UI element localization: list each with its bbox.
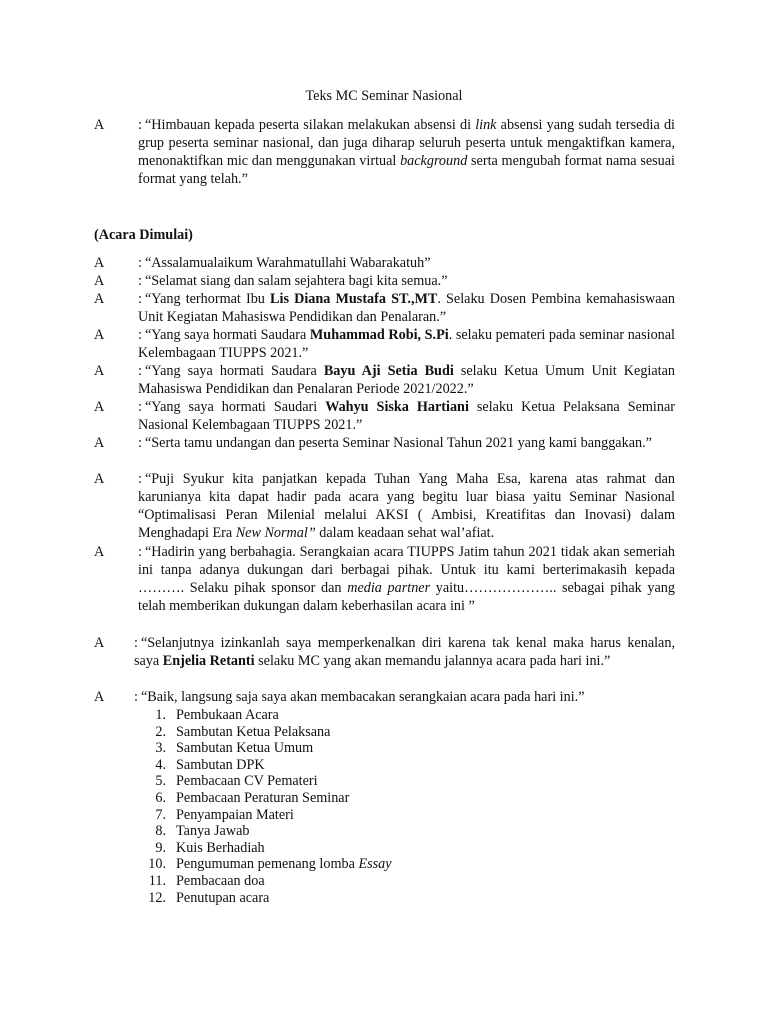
dialog-line xyxy=(94,254,675,272)
dialog-text xyxy=(138,543,675,615)
agenda-number: 1. xyxy=(155,707,166,723)
agenda-item xyxy=(136,856,392,873)
speaker-label: A xyxy=(94,327,105,343)
colon-separator: : xyxy=(138,435,142,451)
speaker-label: A xyxy=(94,544,105,560)
dialog-line xyxy=(94,398,675,434)
colon-separator: : xyxy=(138,327,142,343)
agenda-item xyxy=(136,873,392,890)
dialog-text xyxy=(138,362,675,398)
speaker-label: A xyxy=(94,689,105,705)
text-run: Penyampaian Materi xyxy=(176,806,294,823)
text-run: dalam keadaan sehat wal’afiat. xyxy=(315,525,495,541)
speaker-label: A xyxy=(94,363,105,379)
text-run: absensi yang sudah tersedia di grup peserta seminar nasional, dan juga diharap seluruh peserta untuk mengaktifkan kamera, menonaktifkan mic dan menggunakan virtual xyxy=(138,117,675,169)
dialog-text xyxy=(134,634,675,670)
dialog-line xyxy=(94,290,675,326)
text-run: Kuis Berhadiah xyxy=(176,839,265,856)
colon-separator: : xyxy=(138,471,142,487)
text-run: “Baik, langsung saja saya akan membacakan serangkaian acara pada hari ini.” xyxy=(140,689,585,705)
speaker-label: A xyxy=(94,635,105,651)
dialog-text xyxy=(138,398,675,434)
speaker-label: A xyxy=(94,291,105,307)
text-run: “Selanjutnya izinkanlah saya memperkenalkan diri karena tak kenal maka harus kenalan, saya xyxy=(134,635,675,669)
speaker-label: A xyxy=(94,273,105,289)
text-run: Sambutan Ketua Umum xyxy=(176,740,314,757)
text-run: selaku MC yang akan memandu jalannya acara pada hari ini.” xyxy=(254,653,611,669)
agenda-item xyxy=(136,740,392,757)
colon-separator: : xyxy=(134,635,138,651)
text-run: Penutupan acara xyxy=(176,889,270,906)
agenda-number: 2. xyxy=(155,723,166,740)
text-run: “Yang terhormat Ibu xyxy=(144,291,271,307)
text-run: “Assalamualaikum Warahmatullahi Wabarakatuh” xyxy=(144,255,431,271)
text-run: yaitu……………….. sebagai pihak yang telah memberikan dukungan dalam keberhasilan acara ini ” xyxy=(138,580,675,614)
agenda-number: 7. xyxy=(155,806,166,823)
text-run: Pembacaan CV Pemateri xyxy=(176,773,318,790)
bold-text: Bayu Aji Setia Budi xyxy=(323,363,454,379)
dialog-text xyxy=(138,254,675,272)
text-run: “Yang saya hormati Saudara xyxy=(144,327,310,343)
agenda-item xyxy=(136,840,392,857)
agenda-item xyxy=(136,724,392,741)
dialog-text xyxy=(134,688,675,706)
agenda-number: 8. xyxy=(155,823,166,840)
speaker-label: A xyxy=(94,471,105,487)
text-run: selaku Ketua Umum Unit Kegiatan Mahasiswa Pendidikan dan Penalaran Periode 2021/2022.” xyxy=(138,363,676,397)
text-run: serta mengubah format nama sesuai format yang telah.” xyxy=(138,153,675,187)
colon-separator: : xyxy=(138,544,142,560)
agenda-item xyxy=(136,790,392,807)
agenda-item xyxy=(136,707,392,724)
text-run: “Himbauan kepada peserta silakan melakukan absensi di xyxy=(144,117,476,133)
bold-text: Wahyu Siska Hartiani xyxy=(325,399,469,415)
agenda-number: 11. xyxy=(148,872,166,889)
agenda-number: 10. xyxy=(148,856,166,873)
text-run: . Selaku Dosen Pembina kemahasiswaan Unit Kegiatan Mahasiswa Pendidikan dan Penalaran.” xyxy=(138,291,675,325)
agenda-number: 4. xyxy=(155,756,166,773)
dialog-text xyxy=(138,290,675,326)
text-run: Pembacaan Peraturan Seminar xyxy=(176,789,350,806)
dialog-text xyxy=(138,470,675,542)
dialog-text xyxy=(138,326,675,362)
text-run: Pengumuman pemenang lomba xyxy=(176,856,359,873)
dialog-text xyxy=(138,434,675,452)
dialog-line xyxy=(94,326,675,362)
document-title: Teks MC Seminar Nasional xyxy=(305,88,463,104)
section-heading: (Acara Dimulai) xyxy=(94,227,193,243)
agenda-number: 3. xyxy=(155,740,166,757)
colon-separator: : xyxy=(138,273,142,289)
agenda-list xyxy=(136,707,392,906)
bold-text: Lis Diana Mustafa ST.,MT xyxy=(270,291,438,307)
text-run: Sambutan DPK xyxy=(176,756,265,773)
text-run: Sambutan Ketua Pelaksana xyxy=(176,723,331,740)
dialog-line xyxy=(94,434,675,452)
text-run: “Selamat siang dan salam sejahtera bagi kita semua.” xyxy=(144,273,448,289)
italic-text: link xyxy=(475,117,497,133)
dialog-line xyxy=(94,272,675,290)
text-run: Pembacaan doa xyxy=(176,872,265,889)
agenda-item xyxy=(136,757,392,774)
agenda-number: 5. xyxy=(155,773,166,790)
text-run: “Yang saya hormati Saudara xyxy=(144,363,324,379)
text-run: Tanya Jawab xyxy=(176,823,250,840)
text-run: . selaku pemateri pada seminar nasional Kelembagaan TIUPPS 2021.” xyxy=(138,327,675,361)
agenda-number: 12. xyxy=(148,889,166,906)
colon-separator: : xyxy=(134,689,138,705)
dialog-line xyxy=(94,116,675,188)
agenda-item xyxy=(136,807,392,824)
speaker-label: A xyxy=(94,435,105,451)
dialog-line xyxy=(94,688,675,706)
bold-text: Muhammad Robi, S.Pi xyxy=(309,327,449,343)
speaker-label: A xyxy=(94,255,105,271)
agenda-item xyxy=(136,823,392,840)
agenda-item xyxy=(136,773,392,790)
dialog-line xyxy=(94,362,675,398)
text-run: “Hadirin yang berbahagia. Serangkaian acara TIUPPS Jatim tahun 2021 tidak akan semeriah ini tanpa adanya dukungan dari berbagai pihak. Untuk itu kami berterimakasih kepada ………. Selaku pihak sponsor dan xyxy=(138,544,675,596)
dialog-line xyxy=(94,634,675,670)
agenda-number: 9. xyxy=(155,839,166,856)
italic-text: background xyxy=(400,153,468,169)
dialog-line xyxy=(94,543,675,615)
colon-separator: : xyxy=(138,291,142,307)
italic-text: New Normal” xyxy=(235,525,316,541)
italic-text: media partner xyxy=(347,580,431,596)
agenda-number: 6. xyxy=(155,789,166,806)
text-run: Pembukaan Acara xyxy=(176,707,279,723)
colon-separator: : xyxy=(138,255,142,271)
speaker-label: A xyxy=(94,399,105,415)
dialog-text xyxy=(138,116,675,188)
speaker-label: A xyxy=(94,117,105,133)
colon-separator: : xyxy=(138,117,142,133)
dialog-line xyxy=(94,470,675,542)
agenda-item xyxy=(136,890,392,907)
colon-separator: : xyxy=(138,399,142,415)
text-run: “Serta tamu undangan dan peserta Seminar Nasional Tahun 2021 yang kami banggakan.” xyxy=(144,435,652,451)
colon-separator: : xyxy=(138,363,142,379)
dialog-text xyxy=(138,272,675,290)
bold-text: Enjelia Retanti xyxy=(162,653,255,669)
text-run: “Yang saya hormati Saudari xyxy=(144,399,326,415)
italic-text: Essay xyxy=(358,856,392,873)
text-run: selaku Ketua Pelaksana Seminar Nasional Kelembagaan TIUPPS 2021.” xyxy=(138,399,675,433)
text-run: “Puji Syukur kita panjatkan kepada Tuhan Yang Maha Esa, karena atas rahmat dan karunianya kita dapat hadir pada acara yang begitu luar biasa yaitu Seminar Nasional “Optimalisasi Peran Milenial melalui AKSI ( Ambisi, Kreatifitas dan Inovasi) dalam Menghadapi Era xyxy=(138,471,675,541)
